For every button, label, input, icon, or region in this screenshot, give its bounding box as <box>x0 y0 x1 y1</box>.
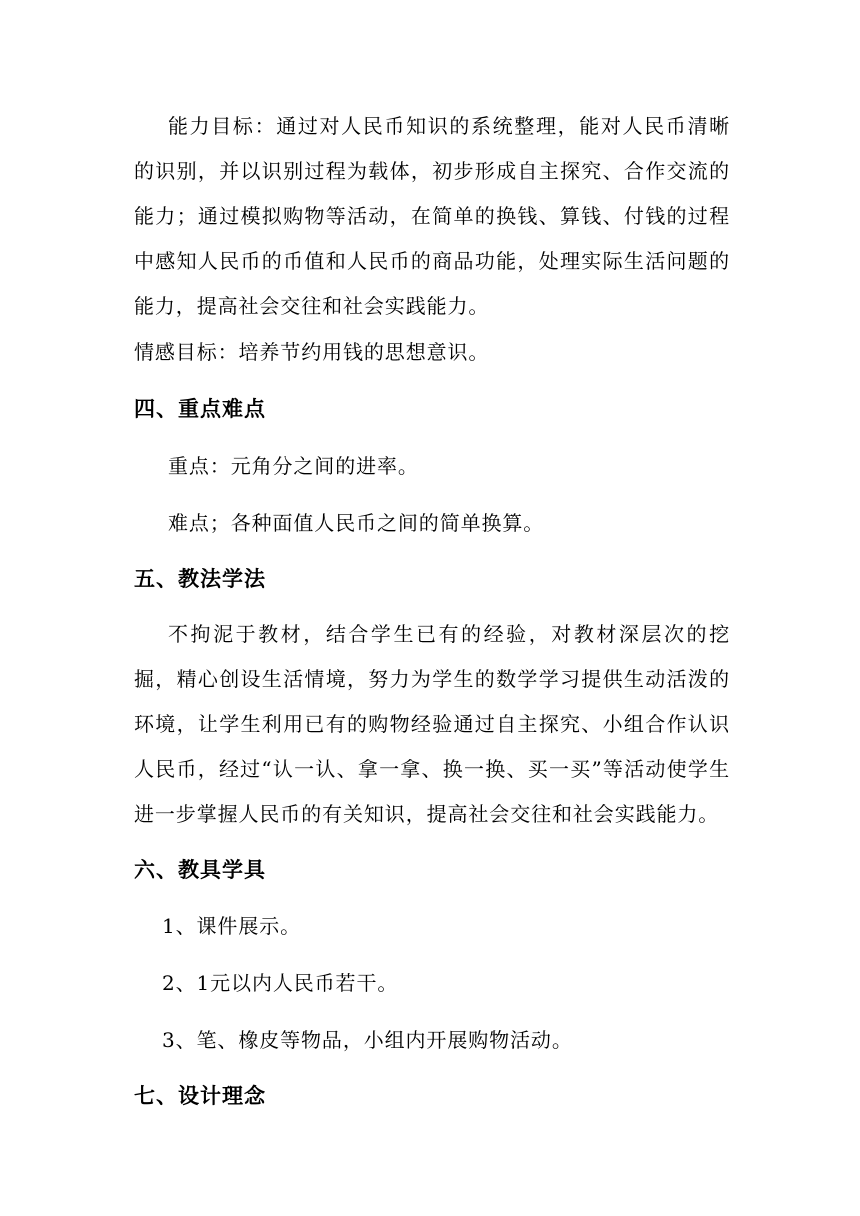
section-heading-teaching-aids: 六、教具学具 <box>134 858 266 882</box>
teaching-aid-item-3: 3、笔、橡皮等物品，小组内开展购物活动。 <box>162 1028 573 1052</box>
section-heading-teaching-methods: 五、教法学法 <box>134 567 266 591</box>
emotion-goal-line: 情感目标：培养节约用钱的思想意识。 <box>134 340 490 364</box>
section-heading-design-concept: 七、设计理念 <box>134 1084 266 1108</box>
difficult-point-line: 难点；各种面值人民币之间的简单换算。 <box>168 511 545 535</box>
teaching-methods-paragraph: 不拘泥于教材，结合学生已有的经验，对教材深层次的挖掘，精心创设生活情境，努力为学生的数学学习提供生动活泼的环境，让学生利用已有的购物经验通过自主探究、小组合作认识人民币，经过“认一认、拿一拿、换一换、买一买”等活动使学生进一步掌握人民币的有关知识，提高社会交往和社会实践能力。 <box>134 622 730 826</box>
section-heading-key-difficult-points: 四、重点难点 <box>134 397 266 421</box>
ability-goal-paragraph: 能力目标：通过对人民币知识的系统整理，能对人民币清晰的识别，并以识别过程为载体，初步形成自主探究、合作交流的能力；通过模拟购物等活动，在简单的换钱、算钱、付钱的过程中感知人民币的币值和人民币的商品功能，处理实际生活问题的能力，提高社会交往和社会实践能力。 <box>134 114 730 318</box>
key-point-line: 重点：元角分之间的进率。 <box>168 454 419 478</box>
teaching-aid-item-2: 2、1元以内人民币若干。 <box>162 971 399 995</box>
teaching-aid-item-1: 1、课件展示。 <box>162 914 302 938</box>
